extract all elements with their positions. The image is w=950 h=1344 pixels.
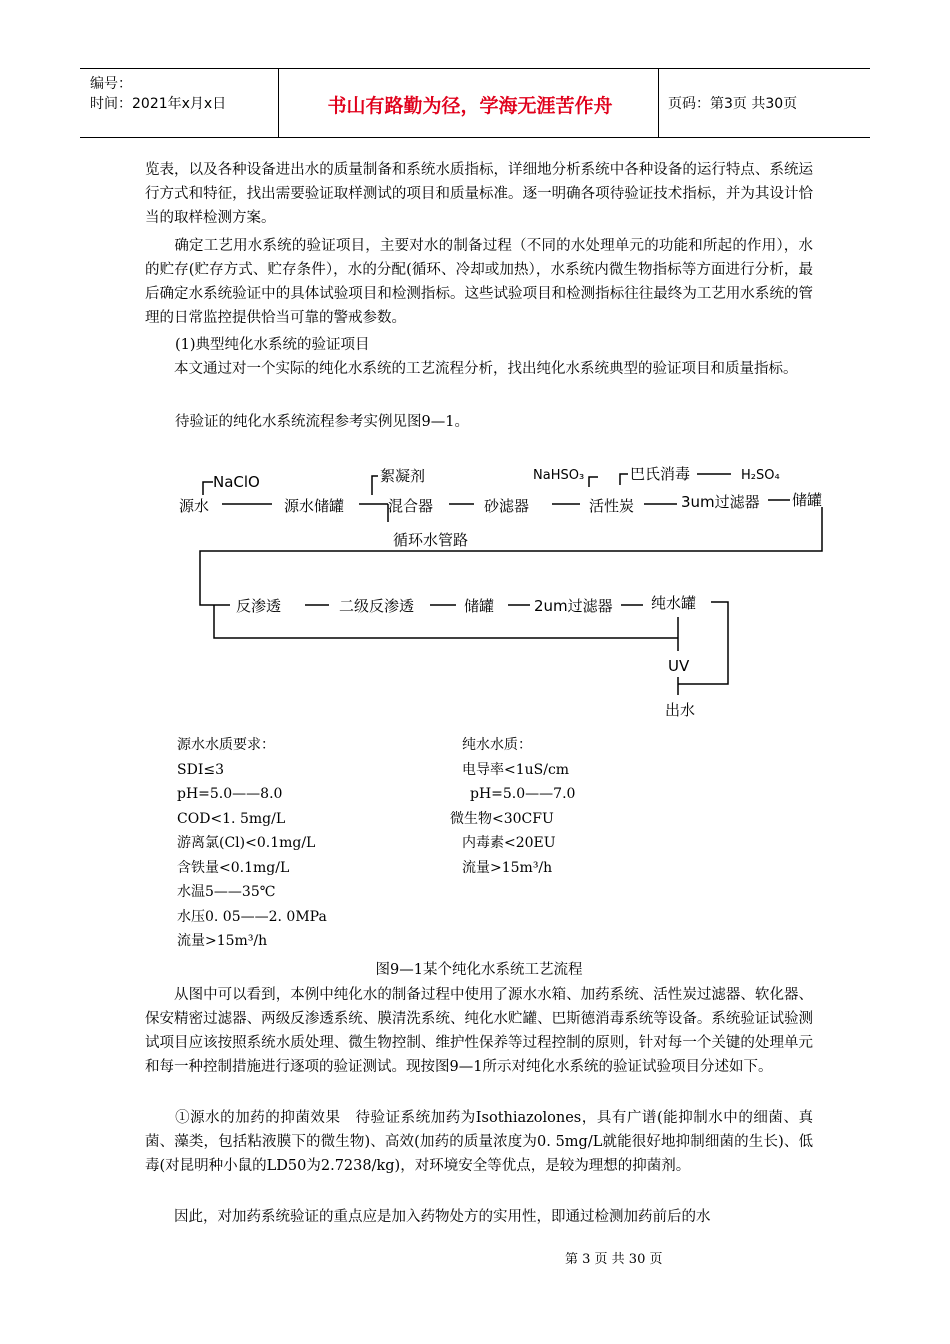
node-2um-filter: 2um过滤器	[534, 597, 613, 615]
pure-quality-item: pH=5.0——7.0	[470, 786, 576, 802]
source-quality-item: 含铁量<0.1mg/L	[177, 859, 290, 876]
reagent-h2so4: H₂SO₄	[741, 468, 780, 483]
node-mixer: 混合器	[388, 497, 434, 515]
source-quality-item: COD<1. 5mg/L	[177, 810, 286, 827]
node-storage-tank-2: 储罐	[464, 597, 495, 615]
document-time: 时间：2021年x月x日	[90, 96, 227, 112]
document-code-label: 编号：	[90, 76, 132, 92]
label-circulation-pipe: 循环水管路	[393, 531, 469, 549]
header-divider	[278, 69, 279, 137]
paragraph-intro: 览表，以及各种设备进出水的质量制备和系统水质指标，详细地分析系统中各种设备的运行特点、系统运行方式和特征，找出需要验证取样测试的项目和质量标准。逐一明确各项待验证技术指标，并为其设计恰当的取样检测方案。	[145, 162, 813, 226]
pure-quality-item: 内毒素<20EU	[462, 835, 556, 851]
source-quality-item: 水温5——35℃	[177, 884, 276, 900]
figure-caption: 图9—1某个纯化水系统工艺流程	[375, 962, 583, 978]
header-motto: 书山有路勤为径，学海无涯苦作舟	[327, 95, 613, 117]
node-source-tank: 源水储罐	[284, 497, 345, 515]
paragraph-dosing-validation: 因此，对加药系统验证的重点应是加入药物处方的实用性，即通过检测加药前后的水	[145, 1209, 711, 1225]
source-water-quality	[177, 733, 327, 954]
node-two-stage-ro: 二级反渗透	[339, 597, 415, 615]
header-page-info: 页码：第3页 共30页	[668, 96, 798, 112]
node-storage-tank: 储罐	[792, 491, 823, 509]
page-header	[80, 68, 870, 138]
pure-water-quality	[450, 733, 576, 880]
pure-quality-title: 纯水水质：	[462, 737, 532, 753]
node-pure-water-tank: 纯水罐	[651, 594, 697, 612]
step-pasteurization: 巴氏消毒	[630, 465, 691, 483]
paragraph-process-summary: 从图中可以看到，本例中纯化水的制备过程中使用了源水水箱、加药系统、活性炭过滤器、软化器、保安精密过滤器、两级反渗透系统、膜清洗系统、纯化水贮罐、巴斯德消毒系统等设备。系统验证试验测试项目应该按照系统水质处理、微生物控制、维护性保养等过程控制的原则，针对每一个关键的处理单元和每一种控制措施进行逐项的验证测试。现按图9—1所示对纯化水系统的验证试验项目分述如下。	[145, 987, 813, 1075]
pure-quality-item: 微生物<30CFU	[450, 810, 554, 827]
node-reverse-osmosis: 反渗透	[236, 597, 282, 615]
node-water-outlet: 出水	[665, 701, 696, 719]
pure-quality-item: 流量>15m³/h	[462, 859, 553, 876]
source-quality-item: 水压0. 05——2. 0MPa	[177, 908, 327, 925]
reagent-nahso3: NaHSO₃	[533, 468, 585, 483]
paragraph-validation-items: 确定工艺用水系统的验证项目，主要对水的制备过程（不同的水处理单元的功能和所起的作用），水的贮存(贮存方式、贮存条件），水的分配(循环、冷却或加热），水系统内微生物指标等方面进行分析，最后确定水系统验证中的具体试验项目和检测指标。这些试验项目和检测指标往往最终为工艺用水系统的管理的日常监控提供恰当可靠的警戒参数。	[145, 238, 813, 326]
source-quality-title: 源水水质要求：	[177, 737, 275, 753]
node-source-water: 源水	[179, 497, 210, 515]
reagent-naclo: NaClO	[213, 473, 260, 491]
pure-quality-item: 电导率<1uS/cm	[462, 761, 570, 778]
source-quality-item: pH=5.0——8.0	[177, 786, 283, 802]
header-divider	[658, 69, 659, 137]
node-sand-filter: 砂滤器	[484, 497, 530, 515]
source-quality-item: 游离氯(Cl)<0.1mg/L	[177, 835, 316, 851]
node-3um-filter: 3um过滤器	[681, 493, 760, 511]
process-flow-diagram	[0, 455, 950, 725]
reagent-flocculant: 絮凝剂	[380, 467, 426, 485]
source-quality-item: SDI≤3	[177, 761, 224, 778]
paragraph-figure-ref: 待验证的纯化水系统流程参考实例见图9—1。	[175, 414, 469, 430]
source-quality-item: 流量>15m³/h	[177, 933, 268, 949]
node-uv: UV	[668, 657, 690, 675]
paragraph-analysis: 本文通过对一个实际的纯化水系统的工艺流程分析，找出纯化水系统典型的验证项目和质量指标。	[145, 361, 798, 377]
paragraph-dosing-effect: ①源水的加药的抑菌效果 待验证系统加药为Isothiazolones，具有广谱(能抑制水中的细菌、真菌、藻类，包括粘液膜下的微生物)、高效(加药的质量浓度为0. 5mg/L就能很好地抑制细菌的生长)、低毒(对昆明种小鼠的LD50为2.7238/kg)，对环境安全等优点，是较为理想的抑菌剂。	[145, 1110, 813, 1174]
page-footer: 第 3 页 共 30 页	[565, 1252, 663, 1267]
node-activated-carbon: 活性炭	[589, 497, 635, 515]
section-heading: (1)典型纯化水系统的验证项目	[175, 337, 370, 353]
